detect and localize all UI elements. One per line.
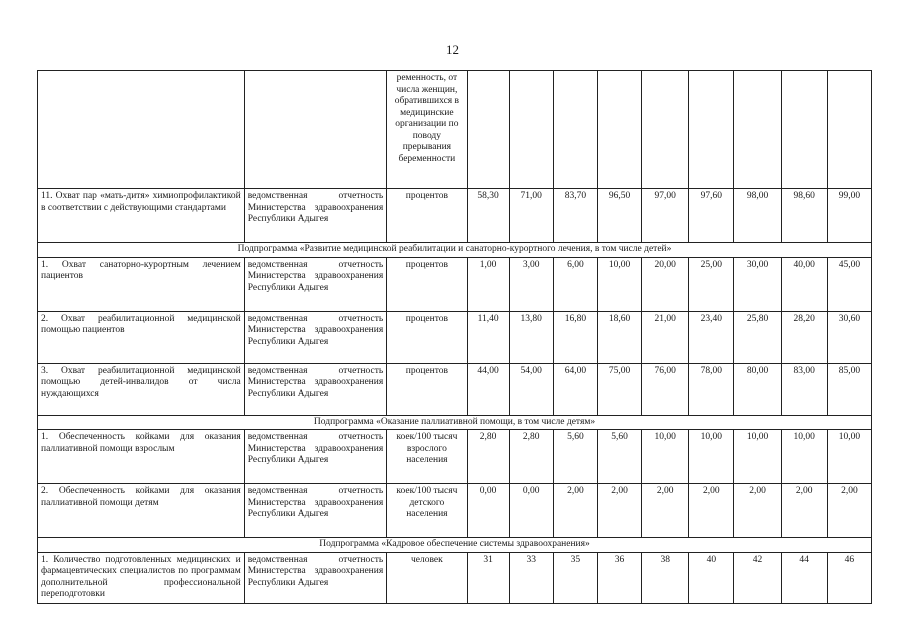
year-value: 97,60: [689, 189, 734, 243]
year-value: 2,00: [597, 484, 641, 538]
year-value: 96,50: [597, 189, 641, 243]
year-value: 30,00: [734, 257, 781, 311]
data-source: ведомственная отчетность Министерства здравоохранения Республики Адыгея: [244, 257, 387, 311]
year-value: [553, 71, 597, 189]
subprogram-title: Подпрограмма «Кадровое обеспечение системы здравоохранения»: [38, 538, 872, 553]
year-value: 75,00: [597, 363, 641, 415]
year-value: 23,40: [689, 311, 734, 363]
year-value: 98,60: [781, 189, 827, 243]
indicator-row: [38, 71, 872, 189]
year-value: 2,00: [689, 484, 734, 538]
unit-of-measure: процентов: [387, 363, 467, 415]
year-value: 25,00: [689, 257, 734, 311]
year-value: 42: [734, 552, 781, 603]
year-value: 2,00: [734, 484, 781, 538]
indicator-row: [38, 552, 872, 603]
indicator-name: 1. Количество подготовленных медицинских и фармацевтических специалистов по программам дополнительной профессиональной переподготовки: [38, 552, 245, 603]
year-value: 18,60: [597, 311, 641, 363]
year-value: 33: [509, 552, 553, 603]
year-value: 2,00: [642, 484, 689, 538]
year-value: 25,80: [734, 311, 781, 363]
year-value: 2,00: [827, 484, 871, 538]
indicator-row: [38, 363, 872, 415]
year-value: [642, 71, 689, 189]
year-value: 0,00: [509, 484, 553, 538]
year-value: 10,00: [734, 430, 781, 484]
year-value: [734, 71, 781, 189]
year-value: 20,00: [642, 257, 689, 311]
unit-of-measure: процентов: [387, 311, 467, 363]
year-value: 85,00: [827, 363, 871, 415]
year-value: 21,00: [642, 311, 689, 363]
year-value: 36: [597, 552, 641, 603]
year-value: [827, 71, 871, 189]
indicator-name: 11. Охват пар «мать-дитя» химиопрофилактикой в соответствии с действующими стандартами: [38, 189, 245, 243]
unit-of-measure: процентов: [387, 189, 467, 243]
year-value: 46: [827, 552, 871, 603]
indicator-name: 1. Обеспеченность койками для оказания паллиативной помощи взрослым: [38, 430, 245, 484]
indicator-row: [38, 311, 872, 363]
year-value: 35: [553, 552, 597, 603]
data-source: [244, 71, 387, 189]
year-value: 58,30: [467, 189, 509, 243]
data-source: ведомственная отчетность Министерства здравоохранения Республики Адыгея: [244, 430, 387, 484]
year-value: 10,00: [827, 430, 871, 484]
indicator-row: [38, 484, 872, 538]
year-value: 64,00: [553, 363, 597, 415]
indicator-name: 2. Обеспеченность койками для оказания паллиативной помощи детям: [38, 484, 245, 538]
year-value: 45,00: [827, 257, 871, 311]
year-value: 10,00: [642, 430, 689, 484]
indicator-row: [38, 189, 872, 243]
year-value: 2,00: [553, 484, 597, 538]
year-value: [467, 71, 509, 189]
year-value: 30,60: [827, 311, 871, 363]
year-value: 76,00: [642, 363, 689, 415]
year-value: 31: [467, 552, 509, 603]
year-value: 78,00: [689, 363, 734, 415]
year-value: 99,00: [827, 189, 871, 243]
year-value: 1,00: [467, 257, 509, 311]
unit-of-measure: процентов: [387, 257, 467, 311]
year-value: [689, 71, 734, 189]
indicator-row: [38, 430, 872, 484]
year-value: [509, 71, 553, 189]
year-value: 80,00: [734, 363, 781, 415]
year-value: [597, 71, 641, 189]
data-source: ведомственная отчетность Министерства здравоохранения Республики Адыгея: [244, 484, 387, 538]
year-value: 5,60: [597, 430, 641, 484]
year-value: 11,40: [467, 311, 509, 363]
year-value: 38: [642, 552, 689, 603]
year-value: 6,00: [553, 257, 597, 311]
unit-of-measure: коек/100 тысяч детского населения: [387, 484, 467, 538]
unit-of-measure: ременность, от числа женщин, обратившихся в медицинские организации по поводу прерывания беременности: [387, 71, 467, 189]
year-value: 44,00: [467, 363, 509, 415]
subprogram-title: Подпрограмма «Оказание паллиативной помощи, в том числе детям»: [38, 415, 872, 430]
year-value: 83,70: [553, 189, 597, 243]
data-source: ведомственная отчетность Министерства здравоохранения Республики Адыгея: [244, 311, 387, 363]
subprogram-header-row: [38, 538, 872, 553]
year-value: 71,00: [509, 189, 553, 243]
indicator-name: [38, 71, 245, 189]
year-value: 10,00: [597, 257, 641, 311]
indicator-row: [38, 257, 872, 311]
year-value: 2,00: [781, 484, 827, 538]
page-number: 12: [446, 42, 459, 57]
year-value: 13,80: [509, 311, 553, 363]
year-value: 3,00: [509, 257, 553, 311]
data-source: ведомственная отчетность Министерства здравоохранения Республики Адыгея: [244, 189, 387, 243]
year-value: 98,00: [734, 189, 781, 243]
unit-of-measure: человек: [387, 552, 467, 603]
year-value: 10,00: [689, 430, 734, 484]
year-value: 40: [689, 552, 734, 603]
year-value: 40,00: [781, 257, 827, 311]
year-value: 2,80: [509, 430, 553, 484]
year-value: 16,80: [553, 311, 597, 363]
year-value: 44: [781, 552, 827, 603]
indicator-name: 1. Охват санаторно-курортным лечением пациентов: [38, 257, 245, 311]
data-source: ведомственная отчетность Министерства здравоохранения Республики Адыгея: [244, 552, 387, 603]
subprogram-header-row: [38, 415, 872, 430]
year-value: [781, 71, 827, 189]
year-value: 10,00: [781, 430, 827, 484]
year-value: 83,00: [781, 363, 827, 415]
unit-of-measure: коек/100 тысяч взрослого населения: [387, 430, 467, 484]
data-source: ведомственная отчетность Министерства здравоохранения Республики Адыгея: [244, 363, 387, 415]
year-value: 5,60: [553, 430, 597, 484]
year-value: 2,80: [467, 430, 509, 484]
year-value: 54,00: [509, 363, 553, 415]
indicator-name: 3. Охват реабилитационной медицинской помощью детей-инвалидов от числа нуждающихся: [38, 363, 245, 415]
subprogram-header-row: [38, 243, 872, 258]
subprogram-title: Подпрограмма «Развитие медицинской реабилитации и санаторно-курортного лечения, в том числе детей»: [38, 243, 872, 258]
indicators-table: [37, 70, 872, 604]
year-value: 0,00: [467, 484, 509, 538]
year-value: 97,00: [642, 189, 689, 243]
indicator-name: 2. Охват реабилитационной медицинской помощью пациентов: [38, 311, 245, 363]
year-value: 28,20: [781, 311, 827, 363]
